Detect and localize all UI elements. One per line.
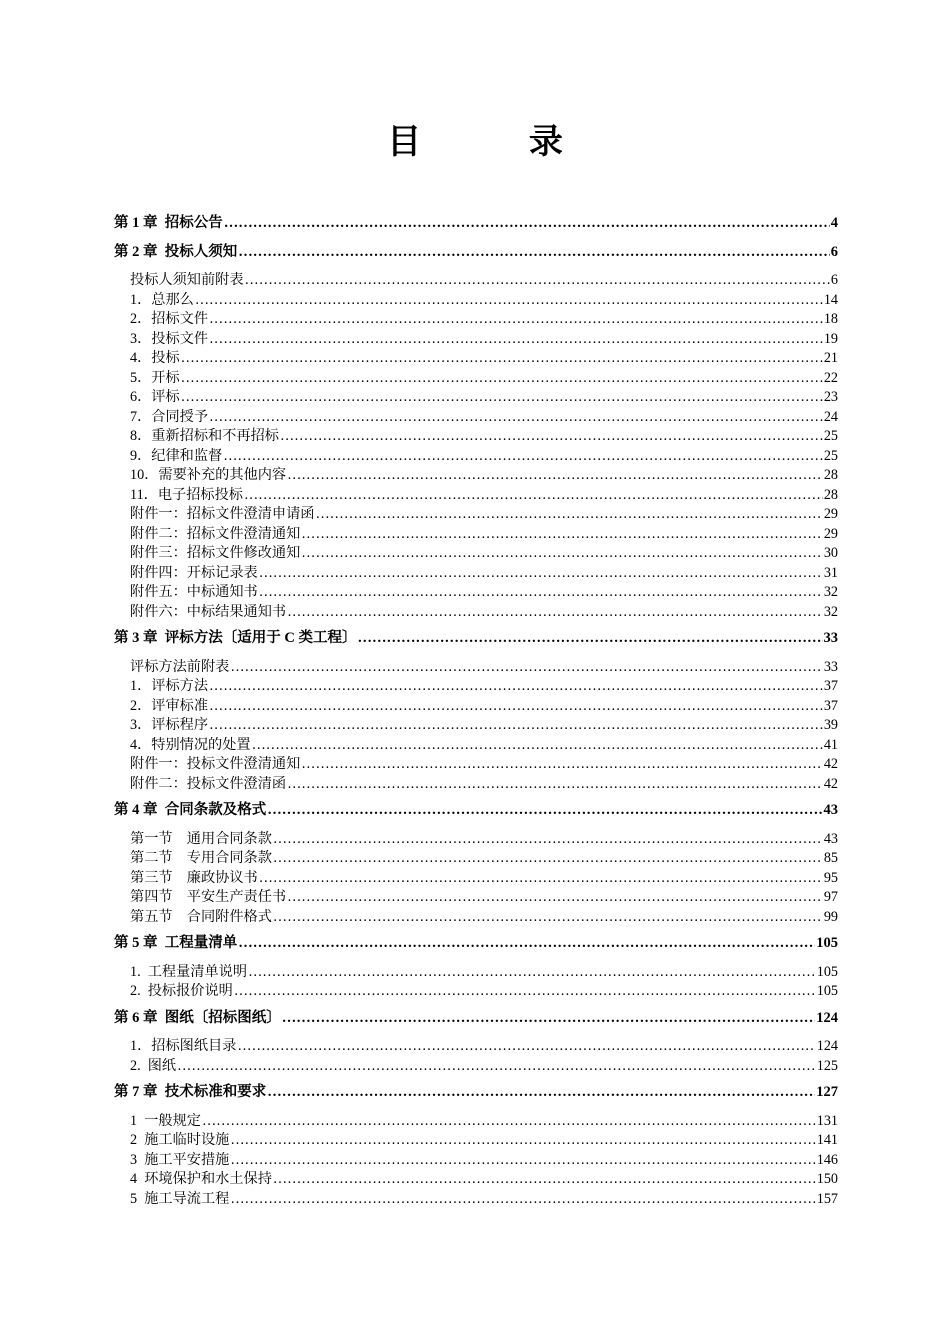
toc-entry-label: 4．特别情况的处置 [130,736,251,753]
toc-entry-label: 2. 投标报价说明 [130,983,233,999]
toc-entry[interactable] [130,310,838,330]
toc-entry-page: 42 [823,756,838,772]
toc-entry-label: 2．评审标准 [130,697,209,714]
toc-entry-label: 附件一：投标文件澄清通知 [130,756,301,772]
toc-entry[interactable] [130,1190,838,1210]
toc-entry-page: 23 [823,389,838,405]
toc-entry-label: 6．评标 [130,389,180,405]
toc-leader-dots [267,801,822,821]
toc-entry[interactable] [130,1151,838,1171]
toc-entry-page: 21 [823,350,838,366]
toc-entry-page: 105 [816,963,838,980]
toc-chapter[interactable] [114,243,838,263]
toc-leader-dots [195,291,823,311]
toc-chapter-page: 124 [816,1009,838,1026]
toc-entry[interactable] [130,388,838,408]
toc-entry-list [130,1037,838,1076]
toc-leader-dots [301,544,823,564]
toc-entry-page: 43 [823,830,838,847]
toc-entry-label: 附件四：开标记录表 [130,564,258,581]
toc-chapter-label: 第 1 章 招标公告 [114,215,223,231]
toc-entry[interactable] [130,1131,838,1151]
toc-entry[interactable] [130,525,838,545]
toc-entry-label: 5．开标 [130,369,180,386]
toc-entry-label: 第三节 廉政协议书 [130,869,258,886]
toc-entry-label: 第五节 合同附件格式 [130,908,272,925]
toc-entry-page: 18 [823,311,838,327]
toc-leader-dots [238,934,815,954]
toc-leader-dots [267,1083,815,1103]
toc-leader-dots [209,716,823,736]
toc-leader-dots [301,525,823,545]
page-title: 目 录 [387,122,611,162]
toc-entry-label: 第一节 通用合同条款 [130,830,272,847]
toc-leader-dots [230,1190,815,1210]
toc-leader-dots [357,629,822,649]
toc-entry-page: 41 [823,736,838,753]
toc-entry-label: 1．评标方法 [130,678,209,694]
toc-chapter-page: 4 [830,215,838,231]
toc-leader-dots [223,447,823,467]
toc-entry[interactable] [130,908,838,928]
toc-entry-page: 14 [823,291,838,308]
toc-entry[interactable] [130,775,838,795]
toc-chapter[interactable] [114,1083,838,1103]
toc-leader-dots [177,1057,816,1077]
toc-entry[interactable] [130,603,838,623]
toc-entry-label: 1 一般规定 [130,1112,201,1129]
toc-chapter-page: 43 [823,802,838,818]
toc-entry[interactable] [130,466,838,486]
toc-leader-dots [238,243,830,263]
toc-entry[interactable] [130,697,838,717]
toc-entry[interactable] [130,755,838,775]
toc-entry[interactable] [130,1170,838,1190]
toc-leader-dots [315,505,822,525]
toc-chapter-page: 127 [816,1084,838,1100]
toc-entry-list [130,271,838,622]
toc-entry-page: 37 [823,697,838,714]
toc-entry-page: 32 [823,603,838,620]
table-of-contents [114,212,838,1216]
toc-entry-label: 9．纪律和监督 [130,447,223,464]
toc-leader-dots [287,775,823,795]
toc-entry[interactable] [130,888,838,908]
toc-leader-dots [273,849,823,869]
toc-entry[interactable] [130,349,838,369]
toc-chapter-label: 第 6 章 图纸〔招标图纸〕 [114,1009,281,1026]
toc-entry[interactable] [130,330,838,350]
toc-entry-page: 131 [816,1112,838,1129]
toc-entry[interactable] [130,505,838,525]
toc-chapter-label: 第 2 章 投标人须知 [114,243,238,260]
toc-entry-page: 124 [816,1038,838,1054]
toc-entry[interactable] [130,658,838,678]
toc-entry-page: 85 [823,850,838,866]
toc-chapter[interactable] [114,934,838,954]
toc-entry-page: 42 [823,775,838,792]
toc-leader-dots [202,1112,816,1132]
toc-entry-label: 5 施工导流工程 [130,1190,230,1207]
toc-leader-dots [209,330,823,350]
toc-entry[interactable] [130,849,838,869]
toc-entry[interactable] [130,447,838,467]
toc-leader-dots [280,427,823,447]
toc-entry-label: 附件六：中标结果通知书 [130,603,287,620]
toc-entry-label: 投标人须知前附表 [130,272,244,288]
toc-entry-label: 4 环境保护和水土保持 [130,1171,272,1187]
toc-entry[interactable] [130,1112,838,1132]
toc-entry-page: 125 [816,1057,838,1074]
toc-entry-label: 3．评标程序 [130,717,209,733]
toc-leader-dots [209,697,823,717]
toc-entry-page: 28 [823,486,838,503]
toc-entry[interactable] [130,427,838,447]
toc-leader-dots [287,603,823,623]
toc-entry-page: 31 [823,564,838,581]
toc-leader-dots [259,564,823,584]
toc-chapter-label: 第 5 章 工程量清单 [114,935,238,951]
toc-entry-label: 附件三：招标文件修改通知 [130,545,301,561]
toc-chapter-page: 33 [823,630,838,646]
toc-entry[interactable] [130,544,838,564]
toc-chapter[interactable] [114,1009,838,1029]
toc-entry[interactable] [130,291,838,311]
toc-entry-page: 39 [823,717,838,733]
toc-chapter-page: 6 [830,243,838,260]
toc-leader-dots [230,1151,815,1171]
toc-entry-label: 4．投标 [130,350,180,366]
toc-entry-page: 24 [823,408,838,425]
toc-entry[interactable] [130,869,838,889]
toc-entry-page: 146 [816,1151,838,1168]
toc-entry-page: 95 [823,869,838,886]
toc-leader-dots [282,1009,816,1029]
toc-chapter-page: 105 [816,935,838,951]
toc-chapter-label: 第 7 章 技术标准和要求 [114,1084,267,1100]
toc-entry-label: 2．招标文件 [130,311,209,327]
toc-entry[interactable] [130,1037,838,1057]
toc-leader-dots [181,369,823,389]
toc-entry-label: 附件二：招标文件澄清通知 [130,525,301,542]
toc-entry-page: 99 [823,908,838,925]
toc-leader-dots [273,1170,816,1190]
toc-entry-label: 8．重新招标和不再招标 [130,428,279,444]
toc-leader-dots [252,736,823,756]
toc-entry-label: 7．合同授予 [130,408,209,425]
toc-entry[interactable] [130,830,838,850]
toc-chapter-label: 第 4 章 合同条款及格式 [114,802,267,818]
toc-entry-page: 29 [823,525,838,542]
toc-entry[interactable] [130,583,838,603]
toc-leader-dots [237,1037,815,1057]
toc-entry-label: 附件五：中标通知书 [130,584,258,600]
toc-entry-label: 3．投标文件 [130,330,209,347]
toc-entry-label: 3 施工平安措施 [130,1151,230,1168]
toc-entry-page: 30 [823,545,838,561]
toc-entry-page: 32 [823,584,838,600]
toc-leader-dots [181,388,823,408]
toc-entry-page: 97 [823,889,838,905]
toc-leader-dots [224,214,830,234]
toc-entry-list [130,963,838,1002]
toc-entry-list [130,658,838,795]
toc-entry-page: 25 [823,428,838,444]
toc-entry-label: 第四节 平安生产责任书 [130,889,287,905]
toc-leader-dots [209,310,823,330]
toc-entry-label: 2 施工临时设施 [130,1132,230,1148]
toc-leader-dots [245,271,830,291]
toc-entry[interactable] [130,677,838,697]
toc-entry-list [130,1112,838,1210]
toc-chapter[interactable] [114,214,838,234]
toc-leader-dots [273,830,823,850]
toc-entry[interactable] [130,564,838,584]
toc-entry-page: 28 [823,467,838,483]
toc-entry[interactable] [130,369,838,389]
toc-entry-page: 105 [816,983,838,999]
toc-leader-dots [301,755,823,775]
toc-entry[interactable] [130,716,838,736]
toc-entry-label: 11．电子招标投标 [130,486,243,503]
toc-entry[interactable] [130,736,838,756]
toc-entry-page: 25 [823,447,838,464]
toc-entry-page: 33 [823,658,838,675]
toc-entry-label: 1．招标图纸目录 [130,1038,237,1054]
toc-entry-label: 1. 工程量清单说明 [130,963,248,980]
toc-leader-dots [181,349,823,369]
toc-leader-dots [230,658,822,678]
toc-entry-label: 1．总那么 [130,291,194,308]
toc-entry-page: 37 [823,678,838,694]
toc-entry-page: 6 [830,272,838,288]
toc-entry-page: 19 [823,330,838,347]
toc-leader-dots [273,908,823,928]
toc-entry-list [130,830,838,928]
toc-entry[interactable] [130,982,838,1002]
toc-leader-dots [209,408,823,428]
toc-leader-dots [259,869,823,889]
toc-entry-page: 157 [816,1190,838,1207]
toc-leader-dots [234,982,816,1002]
toc-leader-dots [209,677,823,697]
toc-entry-label: 附件二：投标文件澄清函 [130,775,287,792]
toc-entry-page: 29 [823,506,838,522]
toc-entry-label: 附件一：招标文件澄清申请函 [130,506,315,522]
toc-entry[interactable] [130,1057,838,1077]
toc-entry-label: 评标方法前附表 [130,658,230,675]
toc-entry-page: 141 [816,1132,838,1148]
toc-leader-dots [248,963,816,983]
toc-entry-page: 22 [823,369,838,386]
toc-entry-page: 150 [816,1171,838,1187]
toc-entry[interactable] [130,408,838,428]
toc-entry[interactable] [130,963,838,983]
toc-entry-label: 10．需要补充的其他内容 [130,467,287,483]
toc-leader-dots [244,486,823,506]
toc-entry[interactable] [130,486,838,506]
toc-leader-dots [287,466,823,486]
toc-chapter[interactable] [114,801,838,821]
toc-entry-label: 2. 图纸 [130,1057,177,1074]
toc-leader-dots [230,1131,815,1151]
toc-chapter[interactable] [114,629,838,649]
toc-leader-dots [259,583,823,603]
toc-entry[interactable] [130,271,838,291]
toc-entry-label: 第二节 专用合同条款 [130,850,272,866]
toc-leader-dots [287,888,823,908]
toc-chapter-label: 第 3 章 评标方法〔适用于 C 类工程〕 [114,630,357,646]
